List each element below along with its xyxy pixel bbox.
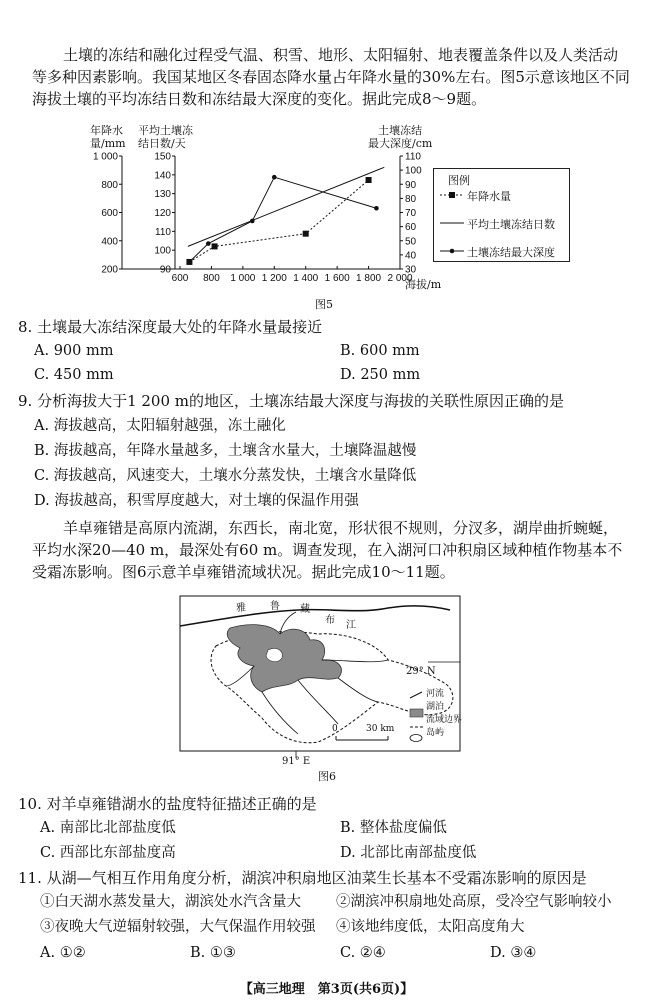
y-tick-label-3: 60 xyxy=(405,222,417,234)
scale-distance: 30 km xyxy=(366,724,395,734)
precip-point xyxy=(212,243,218,249)
y-tick-label-3: 30 xyxy=(405,264,417,276)
x-tick-label: 600 xyxy=(171,273,189,284)
y-tick-label-3: 100 xyxy=(405,165,422,177)
map-legend xyxy=(426,688,462,740)
y-tick-label-3: 110 xyxy=(405,151,421,163)
y-tick-label-2: 150 xyxy=(154,151,171,163)
legend-river: 河流 xyxy=(426,689,445,699)
x-tick-label: 1 200 xyxy=(261,273,287,284)
x-tick-label: 1 800 xyxy=(356,273,382,284)
yarlung-river xyxy=(180,606,450,626)
x-tick-label: 1 600 xyxy=(324,273,350,284)
y-tick-label-1: 600 xyxy=(101,208,118,219)
island xyxy=(266,648,282,661)
question-10-stem: 10. 对羊卓雍错湖水的盐度特征描述正确的是 xyxy=(18,795,317,813)
question-11-stem: 11. 从湖—气相互作用角度分析，湖滨冲积扇地区油菜生长基本不受霜冻影响的原因是 xyxy=(18,869,587,887)
q11-item-1: ①白天湖水蒸发量大，湖滨处水汽含量大 xyxy=(40,894,301,910)
depth-point xyxy=(272,175,277,180)
river-char-3: 藏 xyxy=(300,604,310,615)
y-tick-label-3: 90 xyxy=(405,179,417,191)
q11-item-2: ②湖滨冲积扇地处高原，受冷空气影响较小 xyxy=(336,894,612,910)
y-tick-label-1: 1 000 xyxy=(92,151,118,163)
y-tick-label-1: 800 xyxy=(101,179,118,191)
lake-yamdrok xyxy=(227,625,341,692)
river-char-2: 鲁 xyxy=(270,601,280,612)
q8-option-d: D. 250 mm xyxy=(340,367,421,383)
river-char-1: 雅 xyxy=(236,603,246,614)
depth-point xyxy=(250,219,255,224)
q11-item-3: ③夜晚大气逆辐射较强，大气保温作用较强 xyxy=(40,919,316,935)
figure-5 xyxy=(80,124,580,314)
river-char-5: 江 xyxy=(346,620,356,631)
scale-zero: 0 xyxy=(332,724,338,734)
q11-option-d: D. ③④ xyxy=(490,945,537,961)
series-line-2 xyxy=(188,167,384,246)
legend-boundary: 流域边界 xyxy=(426,715,463,725)
q9-option-d: D. 海拔越高，积雪厚度越大，对土壤的保温作用强 xyxy=(34,493,359,509)
precip-point xyxy=(366,177,372,183)
figure-5-caption: 图5 xyxy=(315,298,333,311)
legend-freeze-days: 平均土壤冻结日数 xyxy=(467,218,555,231)
depth-point xyxy=(206,241,211,246)
depth-point xyxy=(374,206,379,211)
latitude-label: 29° N xyxy=(406,666,436,677)
intro-paragraph-1: 土壤的冻结和融化过程受气温、积雪、地形、太阳辐射、地表覆盖条件以及人类活动等多种因素影响。我国某地区冬春固态降水量占年降水量的30%左右。图5示意该地区不同海拔土壤的平均冻结日数和冻结最大深度的变化。据此完成8～9题。 xyxy=(32,46,630,108)
y-tick-label-2: 100 xyxy=(154,245,171,257)
q10-option-b: B. 整体盐度偏低 xyxy=(340,820,447,836)
q11-option-c: C. ②④ xyxy=(340,945,386,961)
river-char-4: 布 xyxy=(325,615,335,626)
series-line-1 xyxy=(189,180,368,262)
q9-option-c: C. 海拔越高，风速变大，土壤水分蒸发快，土壤含水量降低 xyxy=(34,468,417,484)
y-tick-label-2: 90 xyxy=(159,264,171,276)
y-tick-label-1: 400 xyxy=(101,236,118,248)
y-tick-label-2: 110 xyxy=(155,226,171,238)
figure-6-caption: 图6 xyxy=(318,770,336,783)
q8-option-b: B. 600 mm xyxy=(340,343,420,359)
legend-island: 岛屿 xyxy=(426,728,445,738)
x-axis-label: 海拔/m xyxy=(405,278,442,291)
q8-option-c: C. 450 mm xyxy=(34,367,114,383)
y-tick-label-2: 130 xyxy=(154,189,171,201)
legend-title: 图例 xyxy=(448,174,470,187)
y-tick-label-3: 50 xyxy=(405,236,417,248)
q10-option-c: C. 西部比东部盐度高 xyxy=(40,845,176,861)
question-9-stem: 9. 分析海拔大于1 200 m的地区，土壤冻结最大深度与海拔的关联性原因正确的是 xyxy=(18,392,565,410)
question-8-stem: 8. 土壤最大冻结深度最大处的年降水量最接近 xyxy=(18,318,323,336)
q11-option-a: A. ①② xyxy=(40,945,86,961)
y2-label: 平均土壤冻 结日数/天 xyxy=(138,124,193,150)
depth-point xyxy=(187,260,192,265)
y-tick-label-3: 80 xyxy=(405,193,417,205)
q9-option-b: B. 海拔越高，年降水量越多，土壤含水量大，土壤降温越慢 xyxy=(34,443,417,459)
q11-item-4: ④该地纬度低，太阳高度角大 xyxy=(336,919,525,935)
q10-option-a: A. 南部比北部盐度低 xyxy=(40,820,176,836)
x-tick-label: 800 xyxy=(203,273,220,284)
x-tick-label: 2 000 xyxy=(387,273,413,284)
q9-option-a: A. 海拔越高，太阳辐射越强，冻土融化 xyxy=(34,418,286,434)
y-tick-label-2: 140 xyxy=(154,170,171,182)
legend-precip: 年降水量 xyxy=(467,190,511,203)
y1-label: 年降水 量/mm xyxy=(90,124,126,150)
y-tick-label-2: 120 xyxy=(154,208,171,219)
legend-lake: 湖泊 xyxy=(426,702,445,712)
legend-freeze-depth: 土壤冻结最大深度 xyxy=(467,246,555,259)
q8-option-a: A. 900 mm xyxy=(34,343,114,359)
y-tick-label-3: 40 xyxy=(405,250,417,262)
y-tick-label-3: 70 xyxy=(405,208,417,219)
x-tick-label: 1 400 xyxy=(293,273,319,284)
intro-paragraph-2: 羊卓雍错是高原内流湖，东西长，南北宽，形状很不规则，分汊多，湖岸曲折蜿蜒，平均水深20—40 m，最深处有60 m。调查发现，在入湖河口冲积扇区域种植作物基本不受霜冻影响。图6示意羊卓雍错流域状况。据此完成10～11题。 xyxy=(32,519,623,581)
x-tick-label: 1 000 xyxy=(230,273,256,284)
precip-point xyxy=(303,231,309,237)
q10-option-d: D. 北部比南部盐度低 xyxy=(340,845,477,861)
figure-6 xyxy=(178,594,478,783)
longitude-label: 91° E xyxy=(282,756,311,767)
page-footer: 【高三地理 第3页(共6页)】 xyxy=(239,982,414,997)
y3-label: 土壤冻结 最大深度/cm xyxy=(368,124,433,150)
q11-option-b: B. ①③ xyxy=(190,945,236,961)
chart-5-legend xyxy=(433,168,570,262)
y-tick-label-1: 200 xyxy=(101,264,118,276)
